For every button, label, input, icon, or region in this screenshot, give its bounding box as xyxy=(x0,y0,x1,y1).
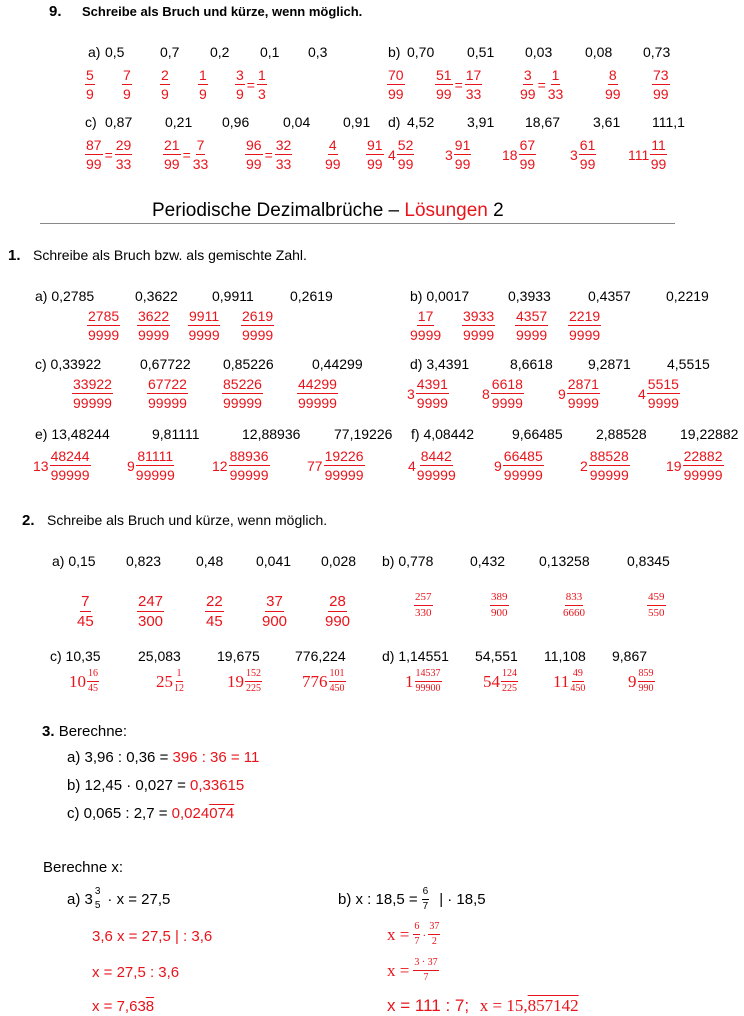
task9-a-item: 0,7 xyxy=(160,44,180,60)
task9-a-answer: $\frac{3}{9}$ = $\frac{1}{3}$ xyxy=(236,67,266,102)
task2-a-item: 0,823 xyxy=(126,553,162,569)
task9-b-item: 0,03 xyxy=(525,44,553,60)
task2-a-answer: $\frac{22}{45}$ xyxy=(206,593,223,630)
task9-d-answer: 3 $\frac{61}{99}$ xyxy=(570,137,596,172)
task1-c-item: 0,85226 xyxy=(223,356,274,372)
task2-b-item: b) 0,778 xyxy=(382,553,434,569)
task9-d-item: 3,91 xyxy=(467,114,495,130)
task1-d-item: 4,5515 xyxy=(667,356,710,372)
task2-d-answer: 1 $\frac{14537}{99900}$ xyxy=(405,668,441,694)
task2-b-item: 0,432 xyxy=(470,553,506,569)
task2-c-item: c) 10,35 xyxy=(50,648,101,664)
title-divider xyxy=(40,223,675,224)
task9-a-answer: $\frac{5}{9}$ xyxy=(86,67,94,102)
task1-e-answer: 77 $\frac{19226}{99999}$ xyxy=(307,448,364,483)
task9-c-answer: $\frac{4}{99}$ xyxy=(325,137,341,172)
task1-e-answer: 9 $\frac{81111}{99999}$ xyxy=(127,448,175,483)
task1-a-item: 0,2619 xyxy=(290,288,333,304)
task9-b-label: b) xyxy=(388,44,401,60)
task2-c-answer: 19 $\frac{152}{225}$ xyxy=(227,668,261,694)
task9-a-answer: $\frac{2}{9}$ xyxy=(161,67,169,102)
task9-instruction: Schreibe als Bruch und kürze, wenn möglich. xyxy=(82,4,363,19)
task3-b: b) 12,45 · 0,027 = 0,33615 xyxy=(67,777,245,794)
task1-e-item: 12,88936 xyxy=(242,426,301,442)
task9-b-answer: $\frac{73}{99}$ xyxy=(653,67,669,102)
task2-a-answer: $\frac{7}{45}$ xyxy=(77,593,94,630)
taskx-label: Berechne x: xyxy=(43,859,124,876)
task1-a-item: 0,3622 xyxy=(135,288,178,304)
task1-c-answer: $\frac{85226}{99999}$ xyxy=(223,376,262,411)
task1-f-answer: 4 $\frac{8442}{99999}$ xyxy=(408,448,456,483)
task1-a-answer: $\frac{3622}{9999}$ xyxy=(138,308,170,343)
task2-d-item: d) 1,14551 xyxy=(382,648,449,664)
task1-number: 1. xyxy=(8,247,21,264)
task1-c-item: c) 0,33922 xyxy=(35,356,102,372)
task1-b-answer: $\frac{17}{9999}$ xyxy=(410,308,442,343)
task2-d-answer: 54 $\frac{124}{225}$ xyxy=(483,668,517,694)
task9-a-item: 0,1 xyxy=(260,44,280,60)
task9-b-item: 0,51 xyxy=(467,44,495,60)
task2-c-item: 25,083 xyxy=(138,648,181,664)
task9-b-item: 0,70 xyxy=(407,44,435,60)
task1-d-answer: 3 $\frac{4391}{9999}$ xyxy=(407,376,448,411)
taskx-b-question: b) x : 18,5 = $\frac{6}{7}$ | · 18,5 xyxy=(338,886,486,912)
task1-b-answer: $\frac{2219}{9999}$ xyxy=(569,308,601,343)
task9-a-item: 0,2 xyxy=(210,44,230,60)
task9-c-answer: $\frac{21}{99}$ = $\frac{7}{33}$ xyxy=(164,137,209,172)
task1-f-item: 2,88528 xyxy=(596,426,647,442)
task1-b-answer: $\frac{3933}{9999}$ xyxy=(463,308,495,343)
task2-d-answer: 9 $\frac{859}{990}$ xyxy=(628,668,654,694)
task9-b-answer: $\frac{70}{99}$ xyxy=(388,67,404,102)
task1-a-answer: $\frac{2785}{9999}$ xyxy=(88,308,120,343)
task9-a-answer: $\frac{7}{9}$ xyxy=(123,67,131,102)
taskx-b-step3: x = 111 : 7; x = 15,857142 xyxy=(387,996,579,1015)
task2-a-item: a) 0,15 xyxy=(52,553,96,569)
taskx-a-step3: x = 7,638 xyxy=(92,998,155,1015)
task1-c-item: 0,44299 xyxy=(312,356,363,372)
task3-c: c) 0,065 : 2,7 = 0,024074 xyxy=(67,805,235,822)
task1-a-item: a) 0,2785 xyxy=(35,288,95,304)
task9-d-item: 111,1 xyxy=(652,114,685,130)
task9-b-item: 0,73 xyxy=(643,44,671,60)
task1-d-answer: 4 $\frac{5515}{9999}$ xyxy=(638,376,679,411)
task9-number: 9. xyxy=(49,3,62,20)
task1-f-item: 19,22882 xyxy=(680,426,739,442)
task9-d-answer: 18 $\frac{67}{99}$ xyxy=(502,137,536,172)
task9-a-answer: $\frac{1}{9}$ xyxy=(199,67,207,102)
task2-b-item: 0,8345 xyxy=(627,553,670,569)
task1-b-answer: $\frac{4357}{9999}$ xyxy=(516,308,548,343)
task9-c-label: c) xyxy=(85,114,97,130)
task2-c-item: 19,675 xyxy=(217,648,260,664)
task1-b-item: b) 0,0017 xyxy=(410,288,470,304)
task2-b-answer: $\frac{459}{550}$ xyxy=(648,591,665,619)
task9-d-item: 18,67 xyxy=(525,114,561,130)
task2-instruction: Schreibe als Bruch und kürze, wenn möglich. xyxy=(47,512,328,528)
task9-d-item: 3,61 xyxy=(593,114,621,130)
task2-a-answer: $\frac{247}{300}$ xyxy=(138,593,164,630)
task9-c-answer: $\frac{96}{99}$ = $\frac{32}{33}$ xyxy=(246,137,292,172)
task9-c-answer: $\frac{91}{99}$ xyxy=(367,137,383,172)
task3-heading: 3. Berechne: xyxy=(42,723,128,740)
task1-b-item: 0,3933 xyxy=(508,288,551,304)
task9-b-answer: $\frac{3}{99}$ = $\frac{1}{33}$ xyxy=(520,67,564,102)
taskx-a-step1: 3,6 x = 27,5 | : 3,6 xyxy=(92,928,213,945)
task1-e-item: e) 13,48244 xyxy=(35,426,110,442)
task1-a-answer: $\frac{2619}{9999}$ xyxy=(242,308,274,343)
task9-c-item: 0,04 xyxy=(283,114,311,130)
task1-d-item: d) 3,4391 xyxy=(410,356,470,372)
task1-c-answer: $\frac{67722}{99999}$ xyxy=(148,376,187,411)
task9-c-item: 0,87 xyxy=(105,114,133,130)
taskx-b-step2: x = $\frac{3 \cdot 37}{7}$ xyxy=(387,957,438,983)
task1-f-answer: 9 $\frac{66485}{99999}$ xyxy=(494,448,543,483)
task9-c-item: 0,91 xyxy=(343,114,371,130)
task1-e-answer: 12 $\frac{88936}{99999}$ xyxy=(212,448,269,483)
task1-e-item: 77,19226 xyxy=(334,426,393,442)
task9-d-label: d) xyxy=(388,114,401,130)
task2-number: 2. xyxy=(22,512,35,529)
task2-d-item: 11,108 xyxy=(544,648,586,664)
taskx-b-step1: x = $\frac{6}{7}$ · $\frac{37}{2}$ xyxy=(387,921,440,947)
task2-c-item: 776,224 xyxy=(295,648,346,664)
taskx-a-step2: x = 27,5 : 3,6 xyxy=(92,964,180,981)
task2-b-item: 0,13258 xyxy=(539,553,590,569)
task1-f-item: 9,66485 xyxy=(512,426,563,442)
task2-d-item: 9,867 xyxy=(612,648,648,664)
page-title: Periodische Dezimalbrüche – Lösungen 2 xyxy=(152,200,504,221)
task2-d-answer: 11 $\frac{49}{450}$ xyxy=(553,668,586,694)
taskx-a-question: a) 3 3 5 · x = 27,5 xyxy=(67,886,171,911)
task9-b-item: 0,08 xyxy=(585,44,613,60)
task2-d-item: 54,551 xyxy=(475,648,518,664)
task9-a-item: 0,3 xyxy=(308,44,328,60)
task9-b-answer: $\frac{8}{99}$ xyxy=(605,67,621,102)
task9-a-label: a) xyxy=(88,44,101,60)
task1-a-item: 0,9911 xyxy=(212,288,254,304)
task1-e-answer: 13 $\frac{48244}{99999}$ xyxy=(33,448,90,483)
task9-c-item: 0,96 xyxy=(222,114,250,130)
task2-c-answer: 776 $\frac{101}{450}$ xyxy=(302,668,345,694)
task1-c-answer: $\frac{44299}{99999}$ xyxy=(298,376,337,411)
task9-b-answer: $\frac{51}{99}$ = $\frac{17}{33}$ xyxy=(436,67,482,102)
task1-c-item: 0,67722 xyxy=(140,356,191,372)
task2-c-answer: 25 $\frac{1}{12}$ xyxy=(156,668,184,694)
task1-d-answer: 9 $\frac{2871}{9999}$ xyxy=(558,376,599,411)
task2-a-item: 0,041 xyxy=(256,553,292,569)
task9-a-item: 0,5 xyxy=(105,44,125,60)
task1-instruction: Schreibe als Bruch bzw. als gemischte Zahl. xyxy=(33,247,307,263)
task1-f-answer: 2 $\frac{88528}{99999}$ xyxy=(580,448,629,483)
task1-e-item: 9,81111 xyxy=(152,426,200,442)
task9-c-item: 0,21 xyxy=(165,114,193,130)
task2-b-answer: $\frac{389}{900}$ xyxy=(491,591,508,619)
task9-d-answer: 111 $\frac{11}{99}$ xyxy=(628,137,667,172)
task2-b-answer: $\frac{257}{330}$ xyxy=(415,591,432,619)
task3-a: a) 3,96 : 0,36 = 396 : 36 = 11 xyxy=(67,749,260,766)
task9-c-answer: $\frac{87}{99}$ = $\frac{29}{33}$ xyxy=(86,137,132,172)
task9-d-item: 4,52 xyxy=(407,114,435,130)
task1-c-answer: $\frac{33922}{99999}$ xyxy=(73,376,112,411)
task2-a-item: 0,028 xyxy=(321,553,357,569)
task2-b-answer: $\frac{833}{6660}$ xyxy=(563,591,585,619)
task2-c-answer: 10 $\frac{16}{45}$ xyxy=(69,668,98,694)
task1-d-answer: 8 $\frac{6618}{9999}$ xyxy=(482,376,523,411)
task1-a-answer: $\frac{9911}{9999}$ xyxy=(188,308,220,343)
task2-a-answer: $\frac{28}{990}$ xyxy=(325,593,351,630)
task9-d-answer: 3 $\frac{91}{99}$ xyxy=(445,137,471,172)
task9-d-answer: 4 $\frac{52}{99}$ xyxy=(388,137,414,172)
task2-a-item: 0,48 xyxy=(196,553,224,569)
task2-a-answer: $\frac{37}{900}$ xyxy=(262,593,288,630)
task1-f-answer: 19 $\frac{22882}{99999}$ xyxy=(666,448,723,483)
task1-d-item: 9,2871 xyxy=(588,356,631,372)
task1-d-item: 8,6618 xyxy=(510,356,553,372)
task1-f-item: f) 4,08442 xyxy=(411,426,475,442)
task1-b-item: 0,2219 xyxy=(666,288,709,304)
task1-b-item: 0,4357 xyxy=(588,288,631,304)
